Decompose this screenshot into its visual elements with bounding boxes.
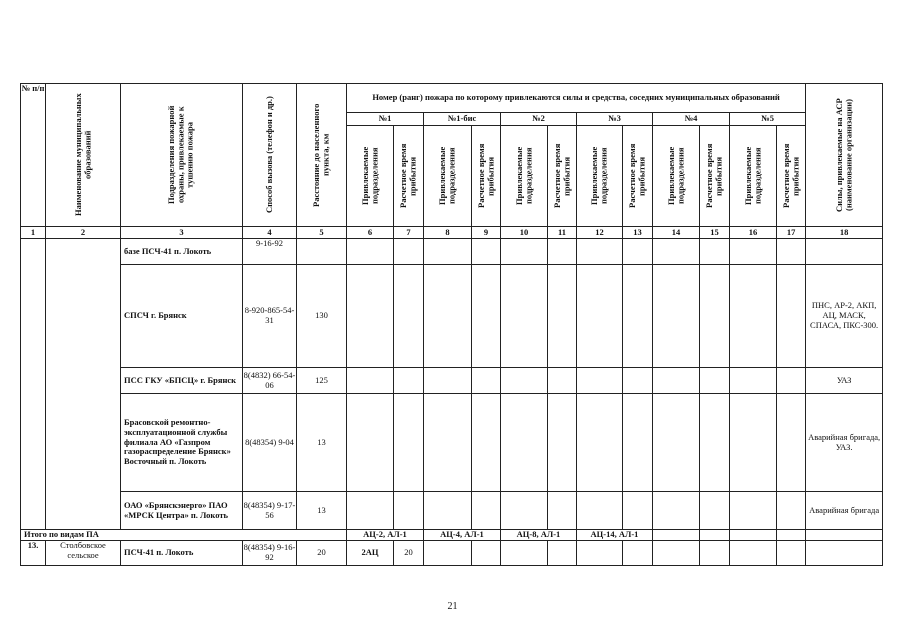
unit-name: ПСС ГКУ «БПСЦ» г. Брянск: [121, 368, 243, 394]
asr-forces: УАЗ: [806, 368, 883, 394]
page-number: 21: [447, 601, 458, 612]
col-number: 9: [472, 227, 501, 239]
col-number: 7: [394, 227, 424, 239]
rank-5: №5: [730, 113, 806, 126]
table-row: [21, 492, 883, 530]
header-units: Подразделения пожарной охраны, привлекаемые к тушению пожара: [121, 84, 243, 227]
sub-time-4: Расчетное время прибытия: [700, 126, 730, 227]
col-number: 10: [501, 227, 548, 239]
col-number: 5: [297, 227, 347, 239]
rank-1bis: №1-бис: [424, 113, 501, 126]
sub-units-4: Привлекаемые подразделения: [653, 126, 700, 227]
col-number: 14: [653, 227, 700, 239]
call-method: 8(4832) 66-54-06: [243, 368, 297, 394]
empty-cell: [46, 239, 121, 530]
distance: 13: [297, 492, 347, 530]
rank-4: №4: [653, 113, 730, 126]
col-number: 11: [548, 227, 577, 239]
unit-name: Брасовской ремонтно-эксплуатационной службы филиала АО «Газпром газораспределение Брянск» Восточный п. Локоть: [121, 394, 243, 492]
distance: 130: [297, 265, 347, 368]
rank1-units: 2АЦ: [347, 541, 394, 566]
header-distance: Расстояние до населенного пункта, км: [297, 84, 347, 227]
col-number: 3: [121, 227, 243, 239]
rank-1: №1: [347, 113, 424, 126]
unit-name: ПСЧ-41 п. Локоть: [121, 541, 243, 566]
sub-time-1bis: Расчетное время прибытия: [472, 126, 501, 227]
distance: [297, 239, 347, 265]
sub-units-5: Привлекаемые подразделения: [730, 126, 777, 227]
distance: 125: [297, 368, 347, 394]
unit-name: базе ПСЧ-41 п. Локоть: [121, 239, 243, 265]
column-numbers-row: [21, 227, 883, 239]
header-asr: Силы, привлекаемые на АСР (наименование организации): [806, 84, 883, 227]
sub-time-5: Расчетное время прибытия: [777, 126, 806, 227]
total-rank-3: АЦ-14, АЛ-1: [577, 530, 653, 541]
call-method: 8(48354) 9-16-92: [243, 541, 297, 566]
sub-units-1bis: Привлекаемые подразделения: [424, 126, 472, 227]
header-call-method: Способ вызова (телефон и др.): [243, 84, 297, 227]
table-row: [21, 368, 883, 394]
call-method: 8(48354) 9-04: [243, 394, 297, 492]
asr-forces: Аварийная бригада: [806, 492, 883, 530]
distance: 13: [297, 394, 347, 492]
call-method: 8(48354) 9-17-56: [243, 492, 297, 530]
sub-time-3: Расчетное время прибытия: [623, 126, 653, 227]
total-row: [21, 530, 883, 541]
table-row: [21, 239, 883, 265]
col-number: 6: [347, 227, 394, 239]
table-row: [21, 394, 883, 492]
rank1-time: 20: [394, 541, 424, 566]
asr-forces: ПНС, АР-2, АКП, АЦ, МАСК, СПАСА, ПКС-300.: [806, 265, 883, 368]
col-number: 13: [623, 227, 653, 239]
total-rank-2: АЦ-8, АЛ-1: [501, 530, 577, 541]
distance: 20: [297, 541, 347, 566]
call-method: 8-920-865-54-31: [243, 265, 297, 368]
sub-time-1: Расчетное время прибытия: [394, 126, 424, 227]
sub-units-1: Привлекаемые подразделения: [347, 126, 394, 227]
rank-2: №2: [501, 113, 577, 126]
col-number: 15: [700, 227, 730, 239]
asr-forces: [806, 239, 883, 265]
col-number: 4: [243, 227, 297, 239]
sub-units-3: Привлекаемые подразделения: [577, 126, 623, 227]
header-municipality: Наименование муниципальных образований: [46, 84, 121, 227]
col-number: 8: [424, 227, 472, 239]
col-number: 17: [777, 227, 806, 239]
municipality-name: Столбовское сельское: [46, 541, 121, 566]
header-num: № п/п: [21, 84, 46, 227]
table-row: [21, 265, 883, 368]
sub-time-2: Расчетное время прибытия: [548, 126, 577, 227]
col-number: 12: [577, 227, 623, 239]
asr-forces: Аварийная бригада, УАЗ.: [806, 394, 883, 492]
empty-cell: [21, 239, 46, 530]
unit-name: ОАО «Брянскэнерго» ПАО «МРСК Центра» п. Локоть: [121, 492, 243, 530]
col-number: 2: [46, 227, 121, 239]
total-label: Итого по видам ПА: [21, 530, 347, 541]
col-number: 1: [21, 227, 46, 239]
row-number: 13.: [21, 541, 46, 566]
total-rank-1: АЦ-2, АЛ-1: [347, 530, 424, 541]
total-rank-1bis: АЦ-4, АЛ-1: [424, 530, 501, 541]
table-row-13: [21, 541, 883, 566]
sub-units-2: Привлекаемые подразделения: [501, 126, 548, 227]
call-method: 9-16-92: [243, 239, 297, 265]
rank-3: №3: [577, 113, 653, 126]
fire-resources-table: [20, 83, 883, 566]
col-number: 18: [806, 227, 883, 239]
header-rank-group: Номер (ранг) пожара по которому привлекаются силы и средства, соседних муниципальных образований: [347, 84, 806, 113]
col-number: 16: [730, 227, 777, 239]
unit-name: СПСЧ г. Брянск: [121, 265, 243, 368]
